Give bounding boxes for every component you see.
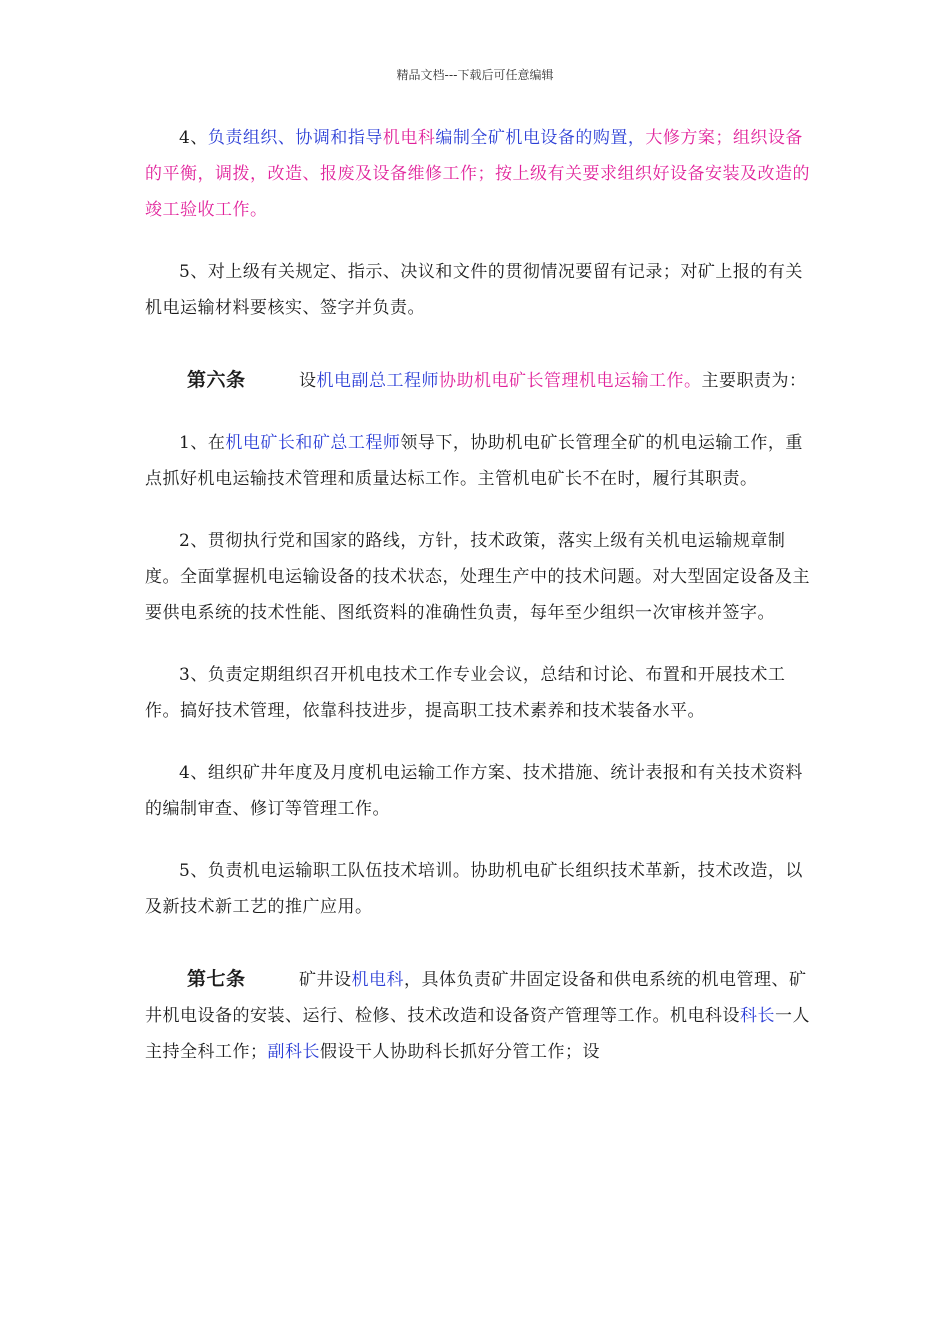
article-6-item-3: 3、负责定期组织召开机电技术工作专业会议，总结和讨论、布置和开展技术工作。搞好技术管理，依靠科技进步，提高职工技术素养和技术装备水平。 — [145, 665, 786, 721]
highlight-text: 负责组织、协调和指导 — [207, 128, 383, 148]
page-header: 精品文档---下载后可任意编辑 — [396, 68, 554, 82]
article-6-item-4: 4、组织矿井年度及月度机电运输工作方案、技术措施、统计表报和有关技术资料的编制审查、修订等管理工作。 — [145, 763, 803, 819]
article-text: 设 — [299, 371, 317, 391]
article-6-item-1 — [145, 425, 810, 497]
highlight-text: 科长 — [740, 1006, 775, 1026]
article-7 — [145, 961, 810, 1070]
document-body — [145, 120, 810, 1070]
highlight-text: 大修方案；组织设备的平衡，调拨，改造、报废及设备维修工作；按上级有关要求组织好设备安装及改造的竣工验收工作。 — [145, 128, 810, 220]
article-text: 一人主持全科工作； — [145, 1006, 810, 1062]
highlight-text: 机电副总工程师 — [316, 371, 439, 391]
article-text: ，具体负责矿井固定设备和供电系统的机电管理、矿井机电设备的安装、运行、检修、技术改造和设备资产管理等工作。机电科设 — [145, 970, 807, 1026]
article-6 — [145, 362, 810, 399]
highlight-text: 编制全矿机电设备的购置， — [435, 128, 646, 148]
highlight-text: 机电科 — [382, 128, 436, 148]
article-title: 第七条 — [187, 968, 246, 990]
highlight-text: 机电矿长和矿总工程师 — [225, 433, 401, 453]
article-text: 矿井设 — [299, 970, 352, 990]
paragraph-item-4 — [145, 120, 810, 228]
article-title: 第六条 — [187, 369, 246, 391]
article-text: 假设干人协助科长抓好分管工作；设 — [320, 1042, 600, 1062]
item-text: 1、在 — [179, 433, 226, 453]
highlight-text: 副科长 — [267, 1042, 320, 1062]
highlight-text: 机电科 — [351, 970, 404, 990]
item-number: 4、 — [179, 128, 208, 148]
article-text: 主要职责为： — [701, 371, 807, 391]
paragraph-item-5: 5、对上级有关规定、指示、决议和文件的贯彻情况要留有记录；对矿上报的有关机电运输材料要核实、签字并负责。 — [145, 262, 803, 318]
item-text: 领导下，协助机电矿长管理全矿的机电运输工作，重点抓好机电运输技术管理和质量达标工作。主管机电矿长不在时，履行其职责。 — [145, 433, 803, 489]
article-6-item-2: 2、贯彻执行党和国家的路线，方针，技术政策，落实上级有关机电运输规章制度。全面掌握机电运输设备的技术状态，处理生产中的技术问题。对大型固定设备及主要供电系统的技术性能、图纸资料的准确性负责，每年至少组织一次审核并签字。 — [145, 531, 810, 623]
highlight-text: 协助机电矿长管理机电运输工作。 — [439, 371, 702, 391]
article-6-item-5: 5、负责机电运输职工队伍技术培训。协助机电矿长组织技术革新，技术改造，以及新技术新工艺的推广应用。 — [145, 861, 803, 917]
